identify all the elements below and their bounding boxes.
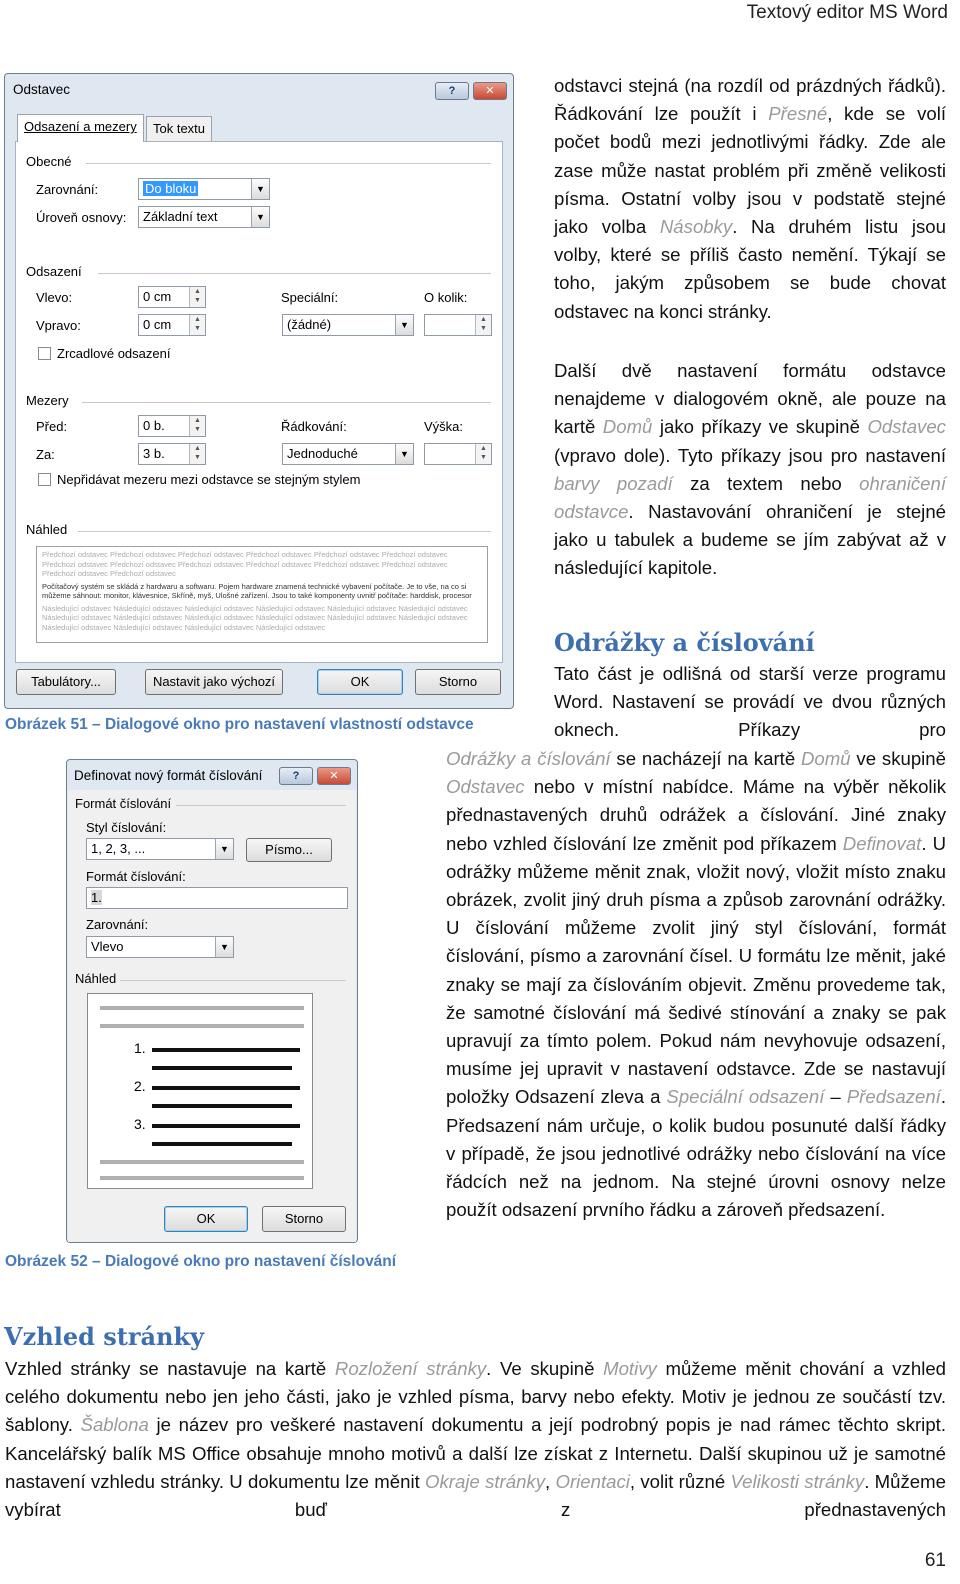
line-spacing-value: Jednoduché	[287, 446, 358, 461]
spinner-icon[interactable]: ▲ ▼	[475, 444, 491, 464]
set-default-button[interactable]: Nastavit jako výchozí	[145, 669, 283, 695]
help-icon[interactable]: ?	[435, 82, 469, 100]
term-special-indent: Speciální odsazení	[666, 1086, 825, 1108]
term-hanging: Předsazení	[846, 1086, 941, 1108]
number-alignment-select[interactable]	[86, 936, 234, 958]
divider	[176, 805, 346, 806]
indent-left-input[interactable]	[138, 286, 206, 308]
term-borders: ohraničení odstavce	[554, 472, 947, 523]
spacing-after-value: 3 b.	[143, 446, 165, 461]
spinner-icon[interactable]: ▲ ▼	[475, 315, 491, 335]
dialog-body	[68, 790, 356, 1242]
paragraph-preview	[36, 546, 488, 643]
text-run: nebo v místní nabídce. Máme na výběr několik přednastavených druhů odrážek a číslování. Jiné znaky nebo vzhled číslování lze změnit pod příkazem	[446, 776, 946, 854]
ok-button[interactable]: OK	[164, 1206, 248, 1232]
term-exactly: Přesné	[768, 103, 828, 125]
text-run: Vzhled stránky se nastavuje na kartě	[5, 1358, 335, 1379]
preview-text-line	[152, 1086, 300, 1090]
mirror-indents-checkbox[interactable]	[38, 347, 51, 360]
term-home: Domů	[801, 748, 851, 769]
term-template: Šablona	[80, 1414, 149, 1436]
text-run: –	[824, 1086, 847, 1108]
running-header: Textový editor MS Word	[746, 2, 948, 23]
preview-number-3: 3.	[134, 1116, 146, 1132]
chevron-down-icon: ▼	[251, 179, 269, 199]
outline-level-label: Úroveň osnovy:	[36, 210, 127, 225]
number-style-value: 1, 2, 3, ...	[91, 841, 146, 856]
by-label: O kolik:	[424, 290, 468, 305]
number-alignment-value: Vlevo	[91, 939, 124, 954]
preview-text-line	[152, 1124, 300, 1128]
spinner-icon[interactable]: ▲ ▼	[189, 416, 205, 436]
term-home: Domů	[602, 416, 653, 438]
close-icon[interactable]: ✕	[473, 82, 507, 100]
text-run: je název pro veškeré nastavení dokumentu a její podrobný popis je nad rámec těchto skript. Kancelářský balík MS Office obsahuje mnoho motivů a další lze získat z Internetu. Další skupinou už je samotné nastavení vzhledu stránky. U dokumentu lze měnit	[5, 1414, 946, 1492]
heading-bullets-numbering: Odrážky a číslování	[554, 628, 815, 657]
numbering-preview	[87, 993, 313, 1189]
divider	[78, 531, 491, 532]
outline-level-value: Základní text	[143, 209, 218, 224]
text-run: za textem nebo	[672, 472, 860, 494]
line-spacing-label: Řádkování:	[281, 419, 347, 434]
number-format-value: 1.	[91, 890, 102, 905]
text-run: . Můžeme vybírat buď z přednastavených	[5, 1470, 946, 1521]
preview-gray-line	[100, 1006, 304, 1010]
dont-add-space-label: Nepřidávat mezeru mezi odstavce se stejným stylem	[57, 472, 361, 487]
mirror-indents-label: Zrcadlové odsazení	[57, 346, 171, 361]
group-indentation: Odsazení	[26, 264, 82, 279]
tab-label: Odsazení a mezery	[24, 119, 137, 134]
text-run: . U odrážky můžeme měnit znak, vložit nový, vložit místo znaku obrázek, zvolit jiný druh písma a způsob zarovnání odrážky. U číslování můžeme zvolit jiný styl číslování, formát číslování, písmo a zarovnání čísel. U formátu lze měnit, jaké znaky se mají za číslováním objevit. Změnu provedeme tak, že samotné číslování má šedivé stínování a znaky se pak upravují za tímto polem. Pokud nám nevyhovuje odsazení, musíme jej upravit v nastavení odstavce. Zde se nastavují položky Odsazení zleva a	[446, 832, 946, 1108]
term-themes: Motivy	[603, 1358, 657, 1379]
text-run: , kde se volí počet bodů mezi jednotlivými řádky. Zde ale zase může nastat problém při změně velikosti písma. Ostatní volby jsou v podstatě stejné jako volba	[554, 103, 947, 238]
number-format-label: Formát číslování:	[86, 869, 186, 884]
text-run: můžeme měnit chování a vzhled celého dokumentu nebo jen jeho části, jako je vzhled písma, barvy nebo efekty. Motiv je jednou ze součástí tzv. šablony.	[5, 1358, 947, 1436]
help-icon[interactable]: ?	[279, 767, 313, 785]
preview-gray-line	[100, 1176, 304, 1180]
preview-text-line	[152, 1066, 292, 1070]
group-general: Obecné	[26, 154, 72, 169]
indent-right-value: 0 cm	[143, 317, 172, 332]
text-run: ,	[545, 1470, 556, 1492]
number-style-label: Styl číslování:	[86, 820, 167, 835]
indent-left-label: Vlevo:	[36, 290, 73, 305]
outline-level-select[interactable]	[138, 206, 270, 228]
tab-panel	[15, 141, 503, 663]
text-run: se nacházejí na kartě	[610, 748, 801, 769]
chevron-down-icon: ▼	[215, 937, 233, 957]
alignment-value: Do bloku	[145, 181, 197, 196]
group-number-format: Formát číslování	[75, 796, 172, 811]
preview-number-2: 2.	[134, 1078, 146, 1094]
text-run: . Nastavování ohraničení je stejné jako u tabulek a budeme se jím zabývat až v následující kapitole.	[554, 501, 946, 579]
preview-text	[37, 547, 487, 635]
divider	[86, 163, 491, 164]
spacing-after-input[interactable]	[138, 443, 206, 465]
term-paragraph: Odstavec	[446, 776, 525, 798]
heading-page-layout: Vzhled stránky	[4, 1322, 205, 1351]
group-preview: Náhled	[75, 971, 117, 986]
paragraph-dialog	[4, 73, 514, 709]
dont-add-space-checkbox[interactable]	[38, 473, 51, 486]
group-preview: Náhled	[26, 522, 68, 537]
tab-label: Tok textu	[153, 121, 206, 136]
ok-button[interactable]: OK	[317, 669, 403, 695]
dialog-title: Definovat nový formát číslování	[74, 768, 263, 783]
text-run: Další dvě nastavení formátu odstavce nenajdeme v dialogovém okně, ale pouze na kartě	[554, 360, 946, 438]
paragraph-bullets-intro: Tato část je odlišná od starší verze programu Word. Nastavení se provádí ve dvou různých oknech. Příkazy pro	[554, 663, 946, 741]
preview-number-1: 1.	[134, 1040, 146, 1056]
special-select[interactable]	[282, 314, 414, 336]
preview-sample-paragraph: Počítačový systém se skládá z hardwaru a softwaru. Pojem hardware znamená technické vybavení počítače. Je to vše, na co si můžeme sáhnout: monitor, klávesnice, Skříně, myš, Ulošné zařízení. Jsou to také komponenty uvnitř počítače: harddisk, procesor	[42, 581, 472, 600]
indent-right-label: Vpravo:	[36, 318, 81, 333]
text-run: odstavci stejná (na rozdíl od prázdných řádků). Řádkování lze použít i	[554, 75, 946, 125]
group-spacing: Mezery	[26, 393, 69, 408]
term-define: Definovat	[842, 832, 922, 854]
chevron-down-icon: ▼	[395, 444, 413, 464]
line-at-input[interactable]	[424, 443, 492, 465]
chevron-down-icon: ▼	[251, 207, 269, 227]
paragraph-line-spacing	[554, 72, 946, 326]
spacing-after-label: Za:	[36, 447, 55, 462]
spinner-icon[interactable]: ▲ ▼	[189, 315, 205, 335]
spinner-icon[interactable]: ▲ ▼	[189, 444, 205, 464]
term-paragraph: Odstavec	[867, 416, 946, 438]
tabs-button[interactable]: Tabulátory...	[16, 669, 116, 695]
tab-indents-spacing[interactable]	[17, 114, 144, 142]
divider	[120, 980, 346, 981]
text-run: (vpravo dole). Tyto příkazy jsou pro nastavení	[554, 444, 946, 466]
alignment-select[interactable]	[138, 178, 270, 200]
page-number: 61	[924, 1550, 946, 1571]
term-multiple: Násobky	[659, 216, 733, 238]
text-run: . Ve skupině	[486, 1358, 604, 1379]
term-page-layout: Rozložení stránky	[334, 1358, 487, 1379]
text-run: . Na druhém listu jsou volby, které se příliš často nemění. Týkají se toho, jakým způsobem se bude chovat odstavec na konci stránky.	[554, 216, 946, 322]
divider	[98, 273, 491, 274]
text-run: , volit různé	[629, 1470, 731, 1492]
spacing-before-input[interactable]	[138, 415, 206, 437]
preview-text-line	[152, 1104, 292, 1108]
preview-gray-line	[100, 1024, 304, 1028]
text-run: ve skupině	[850, 748, 946, 769]
line-at-label: Výška:	[424, 419, 464, 434]
text-run: jako příkazy ve skupině	[652, 416, 868, 438]
figure-52-caption: Obrázek 52 – Dialogové okno pro nastavení číslování	[5, 1253, 397, 1270]
cancel-button[interactable]: Storno	[415, 669, 501, 695]
indent-left-value: 0 cm	[143, 289, 172, 304]
special-label: Speciální:	[281, 290, 339, 305]
paragraph-bullets-body	[446, 745, 946, 1224]
preview-previous-paragraph: Předchozí odstavec Předchozí odstavec Předchozí odstavec Předchozí odstavec Předchozí odstavec Předchozí odstavec Předchozí odstavec Předchozí odstavec Předchozí odstavec Předchozí odstavec Předchozí odstavec Předchozí odstavec Předchozí odstavec Předchozí odstavec	[42, 550, 448, 578]
close-icon[interactable]: ✕	[317, 767, 351, 785]
preview-text-line	[152, 1142, 292, 1146]
term-orientation: Orientaci	[555, 1470, 630, 1492]
term-shading: barvy pozadí	[554, 472, 673, 494]
indent-right-input[interactable]	[138, 314, 206, 336]
spacing-before-value: 0 b.	[143, 418, 165, 433]
line-spacing-select[interactable]	[282, 443, 414, 465]
spacing-before-label: Před:	[36, 419, 68, 434]
term-size: Velikosti stránky	[730, 1470, 865, 1492]
font-button[interactable]: Písmo...	[246, 838, 332, 862]
preview-next-paragraph: Následující odstavec Následující odstavec Následující odstavec Následující odstavec Následující odstavec Následující odstavec Následující odstavec Následující odstavec Následující odstavec Následující odstavec Následující odstavec Následující odstavec Následující odstavec Následující odstavec Následující odstavec Následující odstavec	[42, 603, 468, 632]
spinner-icon[interactable]: ▲ ▼	[189, 287, 205, 307]
numbering-dialog	[66, 759, 358, 1243]
number-alignment-label: Zarovnání:	[86, 917, 149, 932]
figure-51-caption: Obrázek 51 – Dialogové okno pro nastavení vlastností odstavce	[5, 716, 474, 733]
dialog-title: Odstavec	[13, 82, 71, 97]
cancel-button[interactable]: Storno	[262, 1206, 346, 1232]
paragraph-page-layout	[5, 1355, 946, 1524]
alignment-label: Zarovnání:	[36, 182, 99, 197]
chevron-down-icon: ▼	[215, 839, 233, 859]
divider	[82, 402, 491, 403]
paragraph-shading-borders	[554, 357, 946, 583]
term-bullets-numbering: Odrážky a číslování	[446, 748, 611, 769]
number-style-select[interactable]	[86, 838, 234, 860]
number-format-input[interactable]	[86, 887, 348, 909]
text-run: . Předsazení nám určuje, o kolik budou posunuté další řádky v případě, že jsou jednotlivé odrážky nebo číslování na více řádcích než na jednom. Na stejné úrovni osnovy nelze použít odsazení prvního řádku a zároveň předsazení.	[446, 1086, 946, 1221]
special-value: (žádné)	[287, 317, 332, 332]
chevron-down-icon: ▼	[395, 315, 413, 335]
term-margins: Okraje stránky	[425, 1470, 546, 1492]
preview-text-line	[152, 1048, 300, 1052]
tab-line-page-breaks[interactable]	[146, 116, 212, 142]
by-input[interactable]	[424, 314, 492, 336]
preview-gray-line	[100, 1160, 304, 1164]
